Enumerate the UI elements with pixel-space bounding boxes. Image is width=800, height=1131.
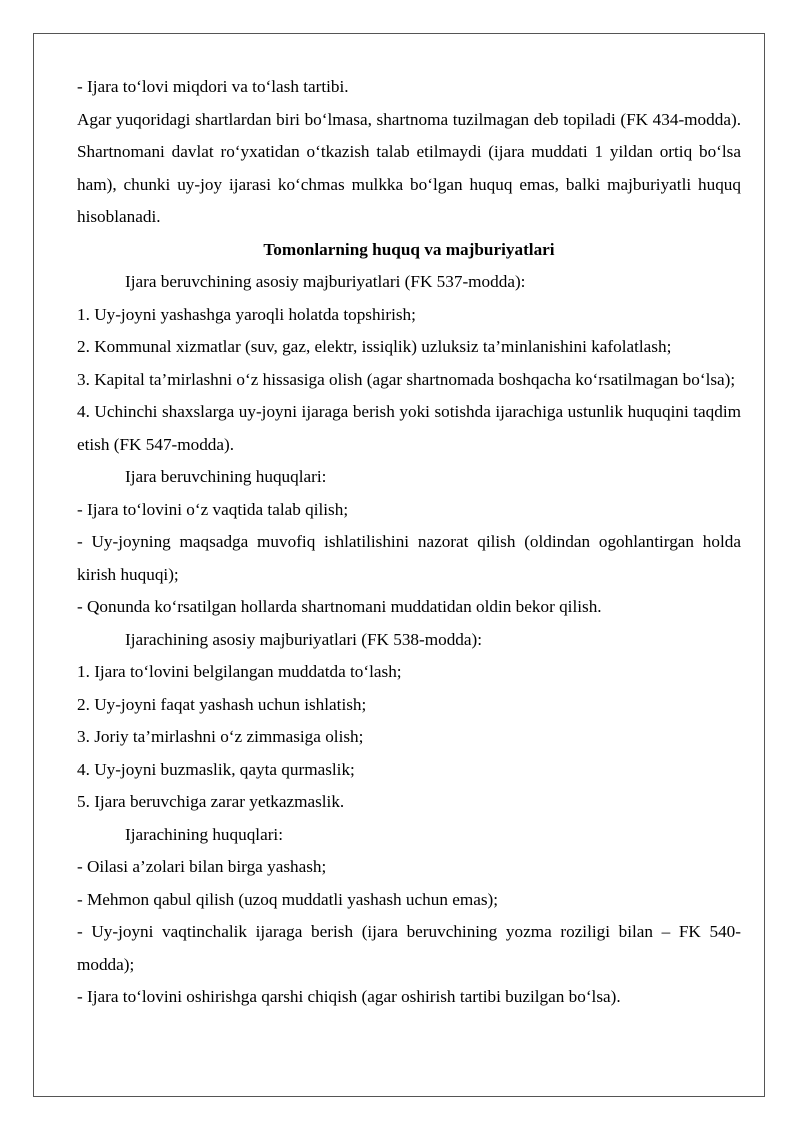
list-item-landlord-duty-2: 2. Kommunal xizmatlar (suv, gaz, elektr, issiqlik) uzluksiz ta’minlanishini kafolatlash; xyxy=(77,337,672,356)
list-item-landlord-right-3: - Qonunda ko‘rsatilgan hollarda shartnomani muddatidan oldin bekor qilish. xyxy=(77,597,602,616)
list-item-landlord-duty-3: 3. Kapital ta’mirlashni o‘z hissasiga olish (agar shartnomada boshqacha ko‘rsatilmagan bo‘lsa); xyxy=(77,369,736,389)
list-item-tenant-duty-3: 3. Joriy ta’mirlashni o‘z zimmasiga olish; xyxy=(77,727,364,746)
subheading-tenant-rights: Ijarachining huquqlari: xyxy=(125,824,283,844)
list-item-landlord-right-2: - Uy-joyning maqsadga muvofiq ishlatilishini nazorat qilish (oldindan ogohlantirgan holda kirish huquqi); xyxy=(77,532,741,584)
list-item-landlord-duty-4: 4. Uchinchi shaxslarga uy-joyni ijaraga berish yoki sotishda ijarachiga ustunlik huquqini taqdim etish (FK 547-modda). xyxy=(77,402,741,454)
list-item-landlord-duty-1: 1. Uy-joyni yashashga yaroqli holatda topshirish; xyxy=(77,304,416,324)
list-item-tenant-right-3: - Uy-joyni vaqtinchalik ijaraga berish (ijara beruvchining yozma roziligi bilan – FK 540-modda); xyxy=(77,922,741,974)
list-item-tenant-right-1: - Oilasi a’zolari bilan birga yashash; xyxy=(77,857,327,876)
subheading-landlord-duties: Ijara beruvchining asosiy majburiyatlari (FK 537-modda): xyxy=(125,272,526,291)
paragraph-contract-conditions: Agar yuqoridagi shartlardan biri bo‘lmasa, shartnoma tuzilmagan deb topiladi (FK 434-modda). Shartnomani davlat ro‘yxatidan o‘tkazish talab etilmaydi (ijara muddati 1 yildan ortiq bo‘lsa ham), chunki uy-joy ijarasi ko‘chmas mulkka bo‘lgan huquq emas, balki majburiyatli huquq hisoblanadi. xyxy=(77,109,741,226)
list-item-tenant-duty-5: 5. Ijara beruvchiga zarar yetkazmaslik. xyxy=(77,792,345,811)
list-item-payment-order: - Ijara to‘lovi miqdori va to‘lash tartibi. xyxy=(77,77,349,96)
document-body xyxy=(77,71,741,1014)
list-item-tenant-duty-2: 2. Uy-joyni faqat yashash uchun ishlatish; xyxy=(77,694,367,714)
section-heading: Tomonlarning huquq va majburiyatlari xyxy=(263,239,555,259)
list-item-tenant-right-4: - Ijara to‘lovini oshirishga qarshi chiqish (agar oshirish tartibi buzilgan bo‘lsa). xyxy=(77,987,621,1006)
list-item-tenant-duty-4: 4. Uy-joyni buzmaslik, qayta qurmaslik; xyxy=(77,759,355,779)
subheading-landlord-rights: Ijara beruvchining huquqlari: xyxy=(125,467,327,486)
list-item-landlord-right-1: - Ijara to‘lovini o‘z vaqtida talab qilish; xyxy=(77,499,349,519)
subheading-tenant-duties: Ijarachining asosiy majburiyatlari (FK 538-modda): xyxy=(125,629,483,649)
list-item-tenant-right-2: - Mehmon qabul qilish (uzoq muddatli yashash uchun emas); xyxy=(77,889,499,909)
list-item-tenant-duty-1: 1. Ijara to‘lovini belgilangan muddatda to‘lash; xyxy=(77,662,402,681)
